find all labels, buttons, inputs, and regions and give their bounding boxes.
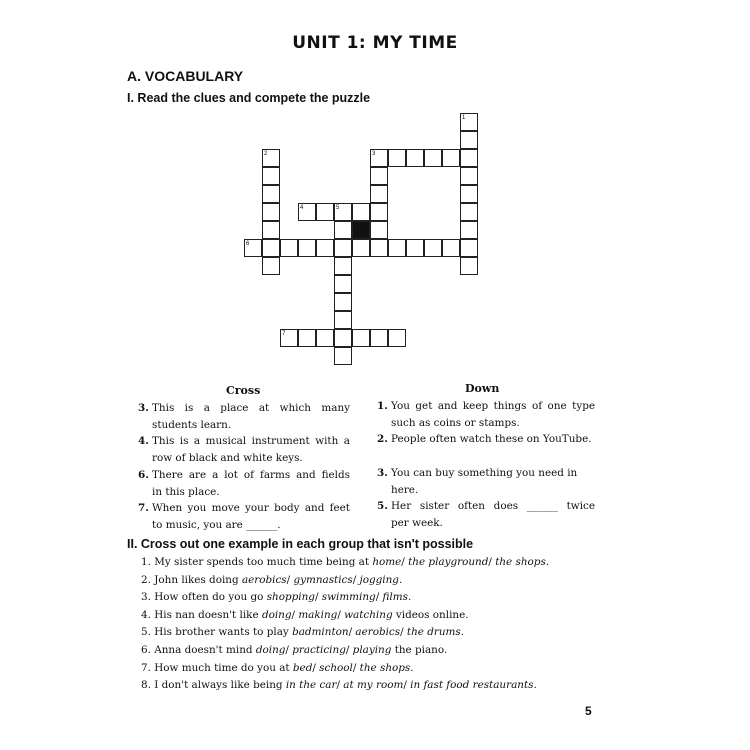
across-heading: Cross bbox=[226, 384, 261, 397]
option-separator: / bbox=[286, 573, 294, 586]
clue-line: This is a musical instrument with a bbox=[152, 435, 350, 447]
option-choice[interactable]: the playground bbox=[408, 556, 489, 568]
option-choice[interactable]: in fast food restaurants bbox=[410, 679, 534, 692]
option-choice[interactable]: at my room bbox=[343, 679, 404, 692]
option-choice[interactable]: bed bbox=[292, 661, 313, 674]
option-choice[interactable]: the drums bbox=[406, 626, 461, 639]
option-choice[interactable]: making bbox=[298, 608, 338, 621]
option-separator: / bbox=[401, 556, 409, 568]
option-separator: / bbox=[336, 679, 344, 692]
crossword-cell[interactable] bbox=[334, 293, 352, 311]
item-text: . bbox=[407, 591, 412, 604]
option-separator: / bbox=[403, 679, 411, 692]
section-b-heading: II. Cross out one example in each group that isn't possible bbox=[127, 537, 474, 551]
crossword-cell[interactable] bbox=[406, 239, 424, 257]
item-text: How often do you go bbox=[154, 591, 267, 604]
exercise-item bbox=[141, 662, 414, 674]
clue-number: 1 bbox=[462, 115, 466, 121]
crossword-cell[interactable] bbox=[406, 149, 424, 167]
crossword-cell[interactable] bbox=[334, 221, 352, 239]
crossword-black-cell bbox=[352, 221, 370, 239]
item-number: 6. bbox=[141, 644, 155, 656]
clue-line: Her sister often does ______ twice bbox=[391, 500, 595, 512]
option-separator: / bbox=[352, 661, 360, 674]
item-text: His brother wants to play bbox=[154, 626, 293, 639]
item-text: . bbox=[545, 556, 550, 568]
exercise-item bbox=[141, 574, 402, 586]
option-choice[interactable]: doing bbox=[255, 644, 286, 656]
clue-number-label: 7. bbox=[138, 502, 149, 514]
item-text: . bbox=[533, 679, 537, 692]
crossword-cell[interactable] bbox=[316, 239, 334, 257]
crossword-cell[interactable] bbox=[334, 257, 352, 275]
crossword-cell[interactable] bbox=[442, 239, 460, 257]
page-number: 5 bbox=[585, 704, 592, 718]
crossword-cell[interactable] bbox=[388, 239, 406, 257]
crossword-cell[interactable] bbox=[460, 149, 478, 167]
option-choice[interactable]: badminton bbox=[292, 626, 349, 639]
option-choice[interactable]: gymnastics bbox=[293, 573, 353, 586]
option-choice[interactable]: films bbox=[382, 591, 408, 604]
clue-line: to music, you are ______. bbox=[152, 519, 281, 531]
clue-line: row of black and white keys. bbox=[152, 452, 303, 464]
crossword-cell[interactable] bbox=[352, 239, 370, 257]
item-text: John likes doing bbox=[154, 573, 242, 586]
clue-line: This is a place at which many bbox=[152, 402, 350, 414]
crossword-cell[interactable] bbox=[388, 149, 406, 167]
option-separator: / bbox=[345, 644, 353, 656]
item-text: . bbox=[460, 626, 465, 639]
item-number: 1. bbox=[141, 556, 155, 568]
item-text: My sister spends too much time being at bbox=[154, 556, 373, 568]
option-choice[interactable]: the shops bbox=[359, 661, 411, 674]
item-text: His nan doesn't like bbox=[154, 608, 262, 621]
option-choice[interactable]: shopping bbox=[266, 591, 315, 604]
clue-number: 4 bbox=[300, 205, 304, 211]
crossword-cell[interactable] bbox=[334, 311, 352, 329]
option-choice[interactable]: school bbox=[319, 661, 353, 674]
clue-number-label: 6. bbox=[138, 469, 149, 481]
item-number: 3. bbox=[141, 591, 155, 604]
option-choice[interactable]: in the car bbox=[285, 679, 337, 692]
option-choice[interactable]: watching bbox=[344, 608, 393, 621]
option-separator: / bbox=[314, 591, 322, 604]
exercise-item bbox=[141, 591, 411, 603]
item-text: the piano. bbox=[391, 644, 448, 656]
item-text: . bbox=[410, 661, 414, 674]
item-text: . bbox=[398, 573, 403, 586]
crossword-cell[interactable] bbox=[262, 203, 280, 221]
clue-line: in this place. bbox=[152, 486, 220, 498]
crossword-cell[interactable] bbox=[262, 221, 280, 239]
option-choice[interactable]: aerobics bbox=[241, 573, 287, 586]
clue-line: per week. bbox=[391, 517, 443, 529]
crossword-cell[interactable] bbox=[334, 329, 352, 347]
option-separator: / bbox=[312, 661, 320, 674]
crossword-cell[interactable] bbox=[334, 275, 352, 293]
crossword-cell[interactable] bbox=[298, 239, 316, 257]
crossword-cell[interactable] bbox=[370, 329, 388, 347]
clue-number-label: 5. bbox=[377, 500, 388, 512]
crossword-cell[interactable] bbox=[460, 221, 478, 239]
clue-line: You get and keep things of one type bbox=[391, 400, 595, 412]
crossword-cell[interactable] bbox=[280, 239, 298, 257]
clue-number-label: 4. bbox=[138, 435, 149, 447]
crossword-cell[interactable] bbox=[442, 149, 460, 167]
clue-text bbox=[152, 500, 350, 534]
clue-number: 2 bbox=[264, 151, 268, 157]
crossword-cell[interactable] bbox=[316, 203, 334, 221]
section-a-instruction: I. Read the clues and compete the puzzle bbox=[127, 91, 371, 105]
crossword-cell[interactable] bbox=[352, 203, 370, 221]
option-choice[interactable]: playing bbox=[352, 644, 392, 656]
clue-number-label: 2. bbox=[377, 433, 388, 445]
option-separator: / bbox=[337, 608, 345, 621]
crossword-cell[interactable] bbox=[262, 257, 280, 275]
crossword-cell[interactable] bbox=[334, 347, 352, 365]
exercise-item bbox=[141, 609, 469, 621]
clue-line: When you move your body and feet bbox=[152, 502, 350, 514]
option-separator: / bbox=[375, 591, 383, 604]
option-separator: / bbox=[348, 626, 356, 639]
item-number: 7. bbox=[141, 661, 155, 674]
crossword-cell[interactable] bbox=[262, 185, 280, 203]
item-number: 2. bbox=[141, 573, 155, 586]
crossword-cell[interactable] bbox=[370, 221, 388, 239]
item-number: 4. bbox=[141, 608, 155, 621]
crossword-cell[interactable] bbox=[316, 329, 334, 347]
crossword-cell[interactable] bbox=[334, 239, 352, 257]
crossword-cell[interactable] bbox=[370, 239, 388, 257]
clue-number: 5 bbox=[336, 205, 340, 211]
exercise-item bbox=[141, 679, 537, 691]
clue-text bbox=[152, 467, 350, 501]
clue-number: 6 bbox=[246, 241, 250, 247]
exercise-item bbox=[141, 626, 464, 638]
option-choice[interactable]: jogging bbox=[359, 573, 399, 586]
clue-number-label: 1. bbox=[377, 400, 388, 412]
option-separator: / bbox=[291, 608, 299, 621]
crossword-cell[interactable] bbox=[388, 329, 406, 347]
crossword-cell[interactable] bbox=[370, 185, 388, 203]
item-text: Anna doesn't mind bbox=[154, 644, 256, 656]
page-title: UNIT 1: MY TIME bbox=[292, 33, 458, 53]
clue-number-label: 3. bbox=[377, 467, 388, 479]
crossword-cell[interactable] bbox=[460, 185, 478, 203]
clue-text bbox=[391, 498, 595, 532]
item-text: videos online. bbox=[392, 608, 469, 621]
clue-line: People often watch these on YouTube. bbox=[391, 433, 592, 445]
item-text: I don't always like being bbox=[154, 679, 286, 692]
option-choice[interactable]: the shops bbox=[495, 556, 546, 568]
crossword-cell[interactable] bbox=[370, 203, 388, 221]
clue-line: students learn. bbox=[152, 419, 232, 431]
clue-text bbox=[391, 465, 595, 499]
clue-number-label: 3. bbox=[138, 402, 149, 414]
item-text: How much time do you at bbox=[154, 661, 293, 674]
clue-line: You can buy something you need in here. bbox=[391, 467, 578, 496]
item-number: 8. bbox=[141, 679, 155, 692]
option-choice[interactable]: practicing bbox=[292, 644, 346, 656]
crossword-cell[interactable] bbox=[352, 329, 370, 347]
crossword-cell[interactable] bbox=[262, 167, 280, 185]
item-number: 5. bbox=[141, 626, 155, 639]
option-separator: / bbox=[488, 556, 496, 568]
clue-text bbox=[391, 398, 595, 432]
crossword-cell[interactable] bbox=[424, 149, 442, 167]
option-separator: / bbox=[285, 644, 293, 656]
option-separator: / bbox=[352, 573, 360, 586]
option-separator: / bbox=[400, 626, 407, 639]
clue-text bbox=[152, 433, 350, 467]
crossword-cell[interactable] bbox=[370, 167, 388, 185]
clue-line: There are a lot of farms and fields bbox=[152, 469, 350, 481]
clue-text bbox=[391, 431, 595, 448]
clue-number: 7 bbox=[282, 331, 286, 337]
exercise-item bbox=[141, 556, 549, 568]
crossword-cell[interactable] bbox=[262, 239, 280, 257]
clue-number: 3 bbox=[372, 151, 376, 157]
down-heading: Down bbox=[465, 382, 500, 395]
option-choice[interactable]: swimming bbox=[321, 591, 376, 604]
crossword-cell[interactable] bbox=[460, 239, 478, 257]
clue-line: such as coins or stamps. bbox=[391, 417, 520, 429]
exercise-item bbox=[141, 644, 447, 656]
option-choice[interactable]: home bbox=[372, 556, 402, 568]
crossword-cell[interactable] bbox=[460, 257, 478, 275]
crossword-cell[interactable] bbox=[424, 239, 442, 257]
option-choice[interactable]: doing bbox=[261, 608, 292, 621]
section-a-heading: A. VOCABULARY bbox=[127, 68, 244, 84]
crossword-cell[interactable] bbox=[460, 131, 478, 149]
crossword-cell[interactable] bbox=[298, 329, 316, 347]
clue-text bbox=[152, 400, 350, 434]
crossword-cell[interactable] bbox=[460, 203, 478, 221]
option-choice[interactable]: aerobics bbox=[355, 626, 401, 639]
crossword-cell[interactable] bbox=[460, 167, 478, 185]
